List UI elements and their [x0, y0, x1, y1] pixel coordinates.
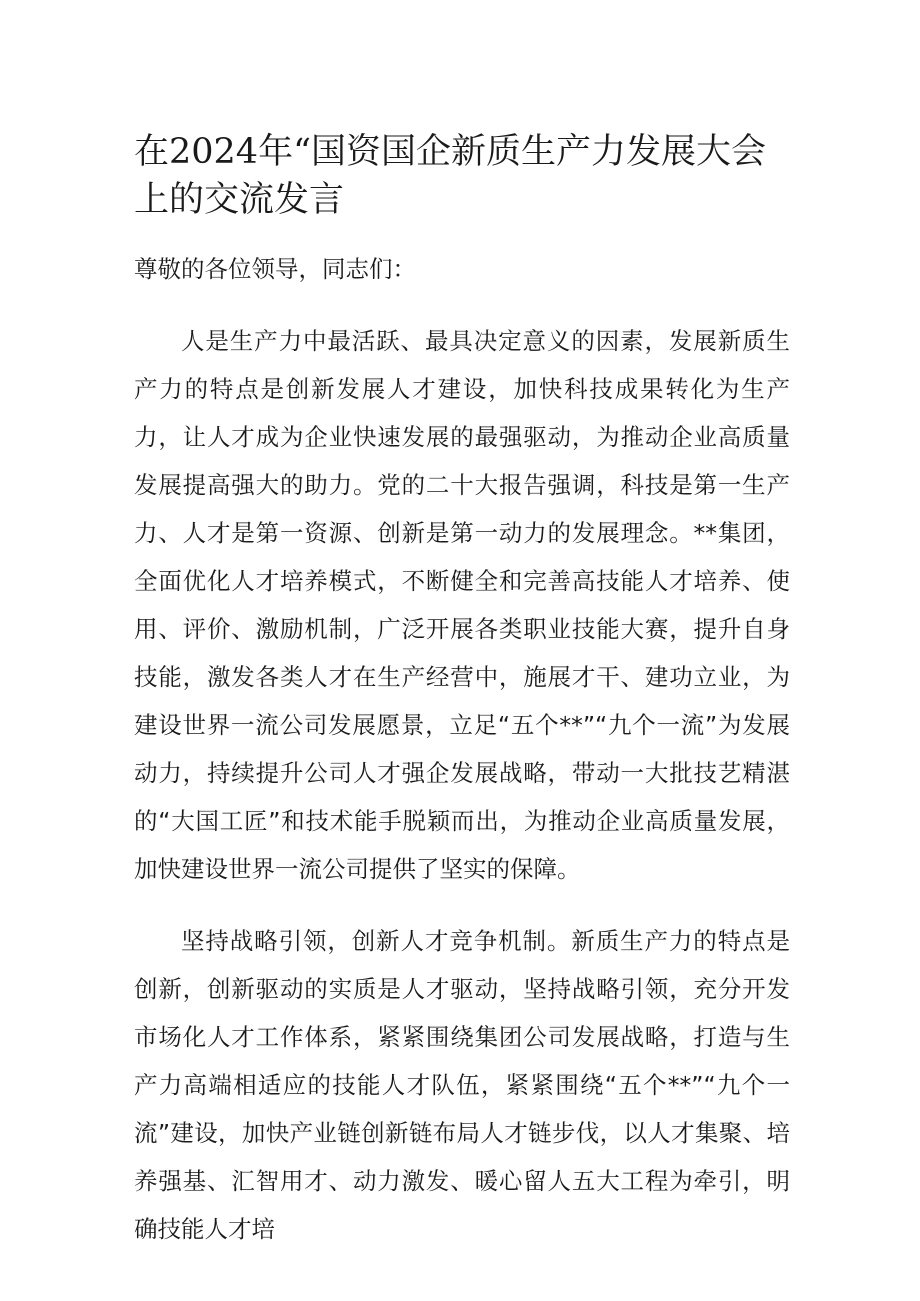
document-body [134, 245, 790, 1277]
salutation: 尊敬的各位领导，同志们： [134, 255, 416, 283]
body-paragraph: 坚持战略引领，创新人才竞争机制。新质生产力的特点是创新，创新驱动的实质是人才驱动，坚持战略引领，充分开发市场化人才工作体系，紧紧围绕集团公司发展战略，打造与生产力高端相适应的技能人才队伍，紧紧围绕“五个**”“九个一流”建设，加快产业链创新链布局人才链步伐，以人才集聚、培养强基、汇智用才、动力激发、暖心留人五大工程为牵引，明确技能人才培 [134, 927, 790, 1243]
body-paragraph: 人是生产力中最活跃、最具决定意义的因素，发展新质生产力的特点是创新发展人才建设，加快科技成果转化为生产力，让人才成为企业快速发展的最强驱动，为推动企业高质量发展提高强大的助力。党的二十大报告强调，科技是第一生产力、人才是第一资源、创新是第一动力的发展理念。**集团，全面优化人才培养模式，不断健全和完善高技能人才培养、使用、评价、激励机制，广泛开展各类职业技能大赛，提升自身技能，激发各类人才在生产经营中，施展才干、建功立业，为建设世界一流公司发展愿景，立足“五个**”“九个一流”为发展动力，持续提升公司人才强企发展战略，带动一大批技艺精湛的“大国工匠”和技术能手脱颖而出，为推动企业高质量发展，加快建设世界一流公司提供了坚实的保障。 [134, 327, 790, 883]
document-title: 在2024年“国资国企新质生产力发展大会上的交流发言 [134, 132, 766, 220]
